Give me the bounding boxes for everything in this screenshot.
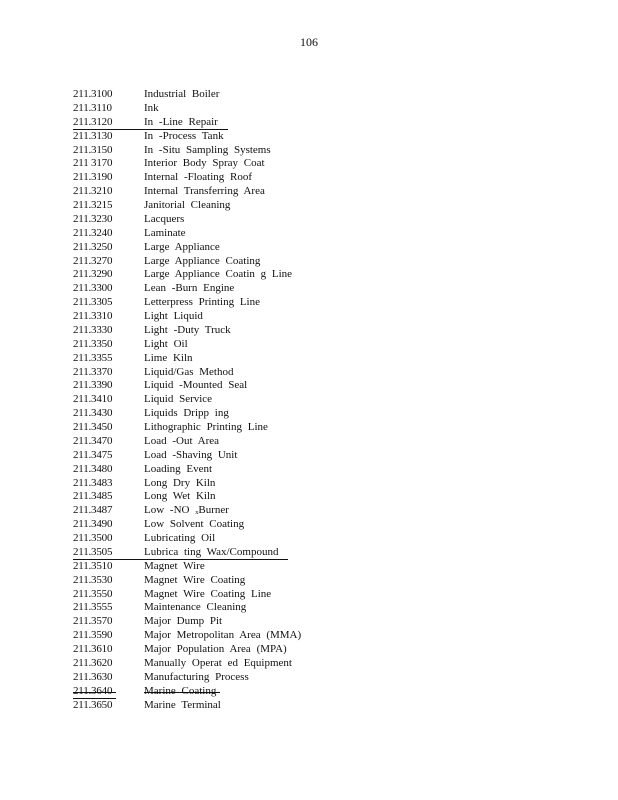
section-number: 211.3620: [73, 656, 113, 669]
defined-term: In -Situ Sampling Systems: [144, 143, 271, 156]
definition-entry: [73, 477, 573, 491]
defined-term: Lithographic Printing Line: [144, 421, 268, 433]
section-number: 211.3487: [73, 504, 113, 517]
definition-entry: [73, 366, 573, 380]
section-number: 211.3510: [73, 559, 113, 572]
definition-entry: [73, 560, 573, 574]
section-number: 211.3330: [73, 323, 113, 336]
definition-entry: [73, 601, 573, 615]
section-number: 211.3475: [73, 448, 113, 461]
defined-term: In -Process Tank: [144, 129, 224, 142]
section-number: 211.3310: [73, 310, 113, 322]
definition-entry: [73, 546, 573, 560]
section-number: 211.3230: [73, 212, 113, 225]
section-number: 211.3100: [73, 88, 113, 100]
defined-term: Ink: [144, 101, 159, 114]
definition-entry: [73, 574, 573, 588]
definition-entry: [73, 657, 573, 671]
defined-term: Letterpress Printing Line: [144, 296, 260, 309]
definition-entry: [73, 199, 573, 213]
defined-term: Major Metropolitan Area (MMA): [144, 629, 302, 642]
section-number: 211.3210: [73, 185, 113, 198]
section-number: 211.3485: [73, 490, 113, 503]
section-number: 211.3650: [73, 698, 113, 711]
section-number: 211.3630: [73, 670, 113, 683]
definition-entry: [73, 296, 573, 310]
defined-term: Low -NO ₓBurner: [144, 504, 229, 517]
section-number: 211.3480: [73, 462, 113, 475]
defined-term: Magnet Wire Coating Line: [144, 587, 272, 600]
defined-term: Low Solvent Coating: [144, 518, 245, 531]
defined-term: Marine Terminal: [144, 698, 221, 711]
definition-entry: [73, 671, 573, 685]
definition-entry: [73, 130, 573, 144]
defined-term: Major Population Area (MPA): [144, 643, 287, 655]
defined-term: Lubricating Oil: [144, 532, 216, 544]
defined-term: Internal -Floating Roof: [144, 171, 253, 184]
definition-entry: [73, 102, 573, 116]
section-number: 211.3110: [73, 101, 112, 114]
defined-term: Long Dry Kiln: [144, 476, 216, 489]
defined-term: Lacquers: [144, 212, 185, 225]
defined-term: Lean -Burn Engine: [144, 282, 235, 295]
defined-term: Lime Kiln: [144, 351, 193, 364]
definition-entry: [73, 88, 573, 102]
section-number: 211.3190: [73, 171, 113, 184]
definition-entry: [73, 338, 573, 352]
section-number: 211.3500: [73, 532, 113, 544]
defined-term: Long Wet Kiln: [144, 490, 216, 503]
definition-entry: [73, 157, 573, 171]
definition-entry: [73, 116, 573, 130]
definition-entry: [73, 185, 573, 199]
defined-term: Liquids Dripp ing: [144, 407, 229, 420]
definitions-list: [73, 88, 573, 712]
strikethrough-line: [144, 692, 220, 693]
section-number: 211.3290: [73, 268, 113, 281]
section-number: 211.3640: [73, 684, 113, 697]
definition-entry: [73, 629, 573, 643]
section-number: 211.3430: [73, 407, 113, 420]
defined-term: Internal Transferring Area: [144, 185, 265, 198]
defined-term: Large Appliance: [144, 240, 220, 253]
defined-term: Janitorial Cleaning: [144, 199, 231, 211]
section-number: 211.3470: [73, 434, 113, 447]
definition-entry: [73, 685, 573, 699]
defined-term: Light Liquid: [144, 310, 203, 322]
defined-term: Magnet Wire: [144, 559, 205, 572]
defined-term: Loading Event: [144, 462, 213, 475]
section-number: 211.3570: [73, 615, 113, 628]
defined-term: Major Dump Pit: [144, 615, 223, 628]
defined-term: Liquid Service: [144, 393, 213, 406]
definition-entry: [73, 227, 573, 241]
section-number: 211.3483: [73, 476, 113, 489]
definition-entry: [73, 241, 573, 255]
definition-entry: [73, 435, 573, 449]
defined-term: Large Appliance Coatin g Line: [144, 268, 293, 281]
section-number: 211.3355: [73, 351, 113, 364]
definition-entry: [73, 213, 573, 227]
section-number: 211 3170: [73, 157, 113, 170]
definition-entry: [73, 310, 573, 324]
section-number: 211.3370: [73, 365, 113, 378]
definition-entry: [73, 643, 573, 657]
definition-entry: [73, 393, 573, 407]
defined-term: Lubrica ting Wax/Compound: [144, 545, 279, 558]
section-number: 211.3550: [73, 587, 113, 600]
definition-entry: [73, 615, 573, 629]
defined-term: In -Line Repair: [144, 115, 218, 128]
section-number: 211.3150: [73, 143, 113, 156]
section-number: 211.3305: [73, 296, 113, 309]
section-number: 211.3120: [73, 115, 113, 128]
section-number: 211.3250: [73, 240, 113, 253]
defined-term: Large Appliance Coating: [144, 254, 261, 267]
definition-entry: [73, 518, 573, 532]
definition-entry: [73, 324, 573, 338]
section-number: 211.3555: [73, 601, 113, 614]
definition-entry: [73, 255, 573, 269]
definition-entry: [73, 144, 573, 158]
definition-entry: [73, 532, 573, 546]
section-number: 211.3130: [73, 129, 113, 142]
defined-term: Marine Coating: [144, 684, 217, 697]
section-number: 211.3590: [73, 629, 113, 642]
defined-term: Maintenance Cleaning: [144, 601, 247, 614]
strikethrough-line: [73, 692, 116, 693]
definition-entry: [73, 504, 573, 518]
defined-term: Laminate: [144, 226, 186, 239]
section-number: 211.3450: [73, 421, 113, 433]
section-number: 211.3300: [73, 282, 113, 295]
section-number: 211.3610: [73, 643, 113, 655]
definition-entry: [73, 171, 573, 185]
section-number: 211.3505: [73, 545, 113, 558]
definition-entry: [73, 379, 573, 393]
defined-term: Light Oil: [144, 337, 188, 350]
section-number: 211.3270: [73, 254, 113, 267]
definition-entry: [73, 588, 573, 602]
defined-term: Load -Out Area: [144, 434, 220, 447]
section-number: 211.3215: [73, 199, 113, 211]
defined-term: Liquid/Gas Method: [144, 365, 234, 378]
definition-entry: [73, 268, 573, 282]
definition-entry: [73, 449, 573, 463]
defined-term: Magnet Wire Coating: [144, 573, 246, 586]
definition-entry: [73, 699, 573, 713]
defined-term: Load -Shaving Unit: [144, 448, 238, 461]
definition-entry: [73, 352, 573, 366]
section-number: 211.3390: [73, 379, 113, 392]
defined-term: Industrial Boiler: [144, 88, 220, 100]
section-number: 211.3410: [73, 393, 113, 406]
section-number: 211.3350: [73, 337, 113, 350]
definition-entry: [73, 463, 573, 477]
defined-term: Manufacturing Process: [144, 670, 249, 683]
page-number: 106: [300, 35, 318, 49]
definition-entry: [73, 282, 573, 296]
defined-term: Light -Duty Truck: [144, 323, 231, 336]
defined-term: Manually Operat ed Equipment: [144, 656, 292, 669]
definition-entry: [73, 407, 573, 421]
section-number: 211.3490: [73, 518, 113, 531]
definition-entry: [73, 421, 573, 435]
definition-entry: [73, 490, 573, 504]
defined-term: Liquid -Mounted Seal: [144, 379, 248, 392]
defined-term: Interior Body Spray Coat: [144, 157, 265, 170]
section-number: 211.3240: [73, 226, 113, 239]
section-number: 211.3530: [73, 573, 113, 586]
